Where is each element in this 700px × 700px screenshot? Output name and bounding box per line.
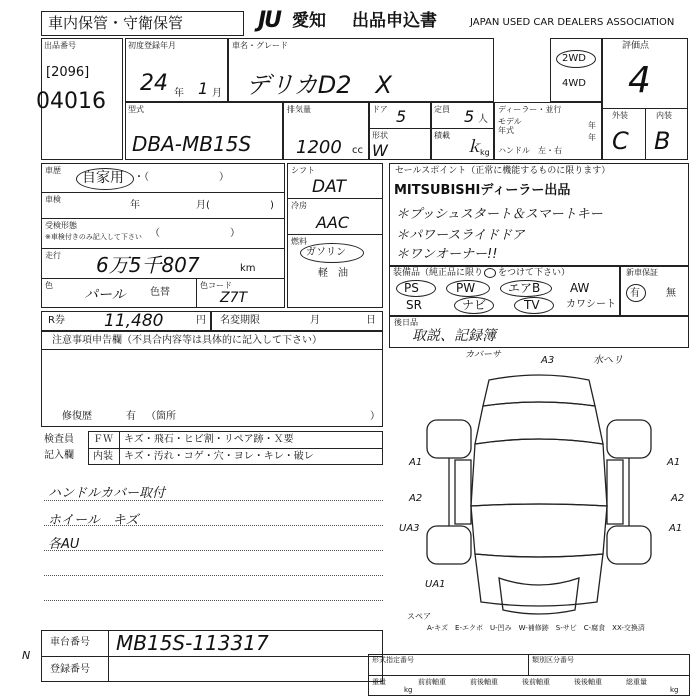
equip-sr: SR [406,298,422,312]
equip-aw: AW [570,281,590,295]
fuel-label: 燃料 [291,237,307,246]
inspector-label-2: 記入欄 [44,450,74,461]
inspector-label-1: 検査員 [44,434,74,445]
mark-ua1: UA1 [425,579,446,590]
notes-label: 注意事項申告欄（不具合内容等は具体的に記入して下さい） [52,335,322,346]
selling-point-1: ＊プッシュスタート＆スマートキー [396,207,603,222]
door-label: ドア [372,105,388,114]
mileage-label: 走行 [45,251,61,260]
mark-a1-right: A1 [667,457,681,468]
mileage-unit: km [240,263,256,274]
chassis-number: MB15S-113317 [116,631,269,655]
footer-class-no: 類別区分番号 [532,656,574,664]
rear-window [471,504,607,557]
repair-where: （箇所 [146,411,176,422]
history-value: 自家用 [82,170,124,186]
document-title: 出品申込書 [352,11,437,31]
car-outline-svg [389,348,689,640]
recycle-label: R券 [48,315,65,326]
score-value: 4 [628,60,651,101]
transfer-paren: （ ） [150,228,240,239]
right-door-outline [607,460,623,524]
shape-value: W [372,141,388,160]
footer-weight: 重量 [372,678,386,686]
lot-number: 04016 [36,89,106,114]
color-code: Z7T [220,290,248,306]
load-value: ｋ [466,137,483,156]
color-value: パール [84,287,126,303]
interior-grade: B [654,127,671,155]
spare-label: スペア [407,612,431,621]
fuel-alt: 軽 油 [318,268,348,279]
equip-pw: PW [456,281,476,295]
chassis-label: 車台番号 [50,637,90,648]
selling-point-2: ＊パワースライドドア [396,228,525,243]
dealer-line4: ハンドル 左・右 [498,146,562,155]
mark-cover: カバーサ [465,350,502,360]
storage-title: 車内保管・守衛保管 [48,14,184,32]
dealer-line2b: 年 [588,121,596,130]
load-label: 積載 [434,131,450,140]
registration-year-unit: 年 [174,88,184,99]
footer-type-no: 形式指定番号 [372,656,414,664]
recycle-value: 11,480 [104,311,164,331]
fw-items: キズ・飛石・ヒビ割・リペア跡・Ｘ要 [124,434,294,445]
footer-rf-axle: 後前軸重 [522,678,550,686]
footer-ff-axle: 前前軸重 [418,678,446,686]
new-warranty-yes: 有 [630,288,640,299]
color-change-label: 色替 [150,287,170,298]
deadline-label: 名変期限 [220,315,260,326]
fw-label: ＦＷ [93,434,113,445]
equip-airbag: エアB [508,281,541,295]
inspector-split [119,431,120,465]
car-diagram [389,348,689,640]
inspector-divider [88,448,383,449]
note-line-3 [44,550,383,551]
footer-weight-unit: kg [404,686,413,694]
note-line-2 [44,525,383,526]
mark-a2-right: A2 [671,493,685,504]
fuel-value: ガソリン [306,247,346,258]
interior-check-items: キズ・汚れ・コゲ・穴・ヨレ・キレ・破レ [124,451,314,462]
interior-label: 内装 [656,111,672,120]
capacity-unit: 人 [478,114,488,125]
lot-label: 出品番号 [44,41,76,50]
mark-a2-left: A2 [409,493,423,504]
repair-value: 有 [126,411,136,422]
front-right-wheel [607,420,651,458]
equipment-label: 装備品（純正品に限り [393,268,484,278]
ac-value: AAC [316,213,350,232]
inspection-close: ) [270,200,274,211]
color-code-label: 色コード [200,281,232,290]
displacement-value: 1200 [296,137,342,158]
registration-label: 初度登録年月 [128,41,176,50]
footer-rr-axle: 後後軸重 [574,678,602,686]
dealer-line2: モデル [498,117,522,126]
rear-left-wheel [427,526,471,564]
selling-point-3: ＊ワンオーナー!! [396,247,498,262]
windshield [475,402,603,444]
ac-divider [287,234,383,235]
mark-a3-top: A3 [541,355,555,366]
transfer-label: 受検形態 [45,221,77,230]
history-divider [41,192,285,193]
shift-label: シフト [291,166,315,175]
later-value: 取説、記録簿 [412,328,496,344]
roof-panel [471,439,607,506]
model-label: 型式 [128,105,144,114]
inspection-year-unit: 年 [130,200,140,211]
note-line-5 [44,600,383,601]
mark-water: 水ヘリ [593,355,623,366]
score-split [645,108,646,160]
rear-right-wheel [607,526,651,564]
logo-mark: JU [258,8,281,33]
color-code-split [196,278,197,308]
registration-number-label: 登録番号 [50,664,90,675]
new-warranty-no: 無 [666,288,676,299]
displacement-unit: cc [352,145,363,156]
left-door-outline [455,460,471,524]
transfer-divider [41,248,285,249]
repair-close: ） [370,411,380,422]
exterior-label: 外装 [612,111,628,120]
history-label: 車歴 [45,166,61,175]
mileage-divider [41,278,285,279]
mark-a1-rear: A1 [669,523,683,534]
damage-legend: A-キズ E-エクボ U-凹み W-補修跡 S-サビ C-腐食 XX-交換済 [427,624,645,632]
score-label: 評価点 [622,41,650,51]
car-name: デリカD2 X [246,71,392,99]
four-wd: 4WD [562,78,586,89]
shape-label: 形状 [372,131,388,140]
mark-ua3: UA3 [399,523,420,534]
logo-text: 愛知 [292,11,326,31]
shift-divider [287,198,383,199]
equip-navi: ナビ [462,298,487,312]
two-wd: 2WD [562,53,586,64]
capacity-value: 5 [464,107,475,126]
dealer-line3b: 年 [588,133,596,142]
dealer-badge: MITSUBISHIディーラー出品 [394,183,571,198]
transfer-note: ※車検付きのみ記入して下さい [45,233,142,241]
equip-ps: PS [404,281,419,295]
lot-bracket-number: [2096] [46,65,90,80]
front-left-wheel [427,420,471,458]
shift-value: DAT [312,177,346,197]
history-rest: ・（ ） [134,172,229,183]
selling-points-label: セールスポイント（正常に機能するものに限ります） [395,166,611,176]
interior-check-label: 内装 [93,451,113,462]
displacement-label: 排気量 [287,105,311,114]
recycle-unit: 円 [196,315,206,326]
dealer-line3: 年式 [498,126,514,135]
new-warranty-label: 新車保証 [626,268,658,277]
footer-total: 総重量 [626,678,647,686]
dealer-line1: ディーラー・並行 [498,105,562,114]
association-name: JAPAN USED CAR DEALERS ASSOCIATION [470,17,675,28]
load-unit: kg [480,148,490,157]
equipment-mark [484,268,496,278]
registration-month-unit: 月 [212,88,222,99]
chassis-split [108,630,109,682]
note-line-1 [44,500,383,501]
inspection-divider [41,218,285,219]
inspection-label: 車検 [45,195,61,204]
margin-mark: N [22,649,31,662]
spare-tire-area [499,578,579,614]
exterior-grade: C [612,127,629,155]
mark-a1-left: A1 [409,457,423,468]
tailgate-panel [475,554,603,606]
capacity-label: 定員 [434,105,450,114]
car-name-label: 車名・グレード [232,41,288,50]
drive-box [550,38,602,102]
inspection-month-unit: 月( [196,200,210,211]
notes-line [41,349,383,350]
handwritten-note-3: 各AU [48,537,80,552]
footer-split [528,654,529,675]
model-code: DBA-MB15S [132,132,252,156]
equip-tv: TV [524,298,540,312]
footer-divider [368,675,690,676]
footer-total-unit: kg [670,686,679,694]
chassis-divider [41,656,383,657]
registration-year: 24 [140,71,168,96]
equipment-label-2: をつけて下さい） [498,268,571,278]
color-label: 色 [45,281,53,290]
note-line-4 [44,575,383,576]
footer-fr-axle: 前後軸重 [470,678,498,686]
ac-label: 冷房 [291,201,307,210]
handwritten-note-2: ホイール キズ [48,513,139,528]
later-label: 後日品 [394,318,418,327]
door-count: 5 [396,107,407,126]
repair-label: 修復歴 [62,411,92,422]
mileage-value: 6万5千807 [96,253,200,277]
deadline-month: 月 [310,315,320,326]
deadline-day: 日 [366,315,376,326]
equip-leather: カワシート [566,299,616,310]
handwritten-note-1: ハンドルカバー取付 [48,486,166,501]
registration-month: 1 [198,79,209,98]
